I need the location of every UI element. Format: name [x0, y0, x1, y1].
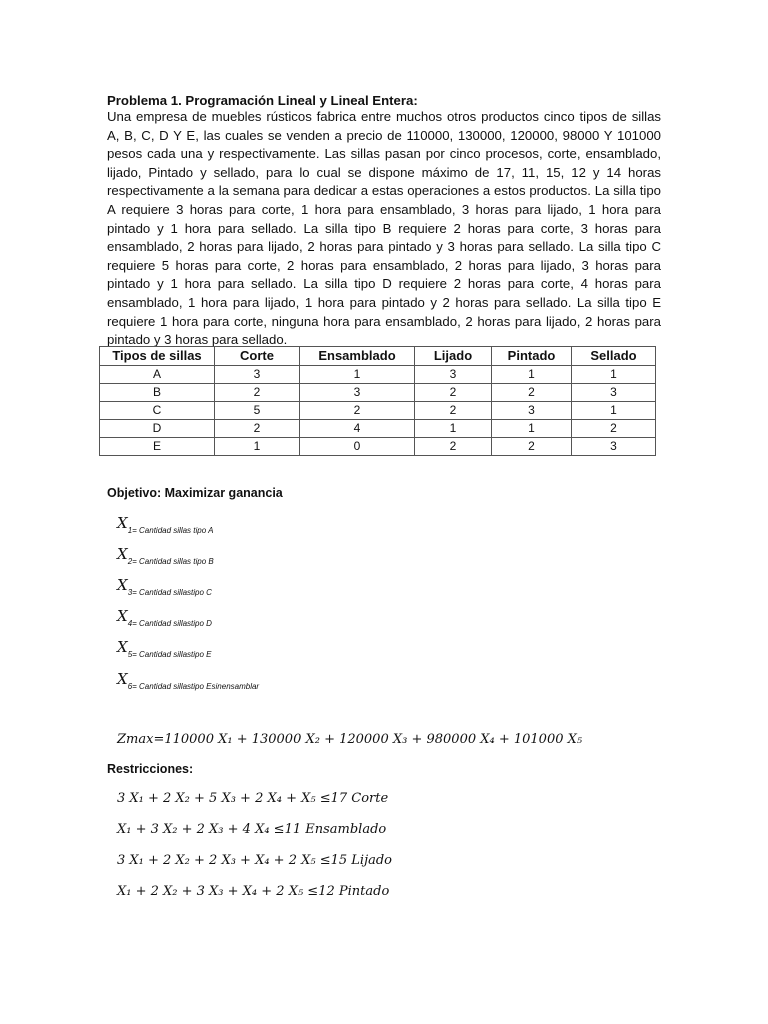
variable-subscript: 6= Cantidad sillastipo Esinensamblar	[127, 682, 260, 691]
table-row	[100, 402, 656, 420]
table-cell: 2	[415, 384, 492, 402]
table-cell: 1	[492, 366, 572, 384]
table-header-cell: Tipos de sillas	[100, 347, 215, 366]
variable-symbol: X	[117, 670, 128, 688]
table-cell: 3	[415, 366, 492, 384]
table-cell: 3	[572, 384, 656, 402]
table-header-cell: Pintado	[492, 347, 572, 366]
table-cell: 1	[572, 366, 656, 384]
table-header-cell: Corte	[215, 347, 300, 366]
table-cell: 2	[215, 420, 300, 438]
table-cell: C	[100, 402, 215, 420]
variable-symbol: X	[117, 545, 128, 563]
variable-subscript: 5= Cantidad sillastipo E	[127, 650, 212, 659]
objective-heading: Objetivo: Maximizar ganancia	[107, 486, 283, 500]
table-cell: 2	[572, 420, 656, 438]
table-cell: 5	[215, 402, 300, 420]
restriction-equation: X₁ + 2 X₂ + 3 X₃ + X₄ + 2 X₅ ≤12 Pintado	[117, 884, 390, 899]
table-cell: 2	[300, 402, 415, 420]
table-row	[100, 438, 656, 456]
table-header-cell: Sellado	[572, 347, 656, 366]
variable-definition	[117, 576, 212, 597]
variable-symbol: X	[117, 514, 128, 532]
table-row	[100, 420, 656, 438]
table-cell: 3	[215, 366, 300, 384]
table-header-cell: Lijado	[415, 347, 492, 366]
variable-symbol: X	[117, 576, 128, 594]
variable-subscript: 1= Cantidad sillas tipo A	[127, 526, 214, 535]
table-cell: 1	[572, 402, 656, 420]
table-cell: 1	[492, 420, 572, 438]
table-cell: D	[100, 420, 215, 438]
variable-subscript: 2= Cantidad sillas tipo B	[127, 557, 214, 566]
objective-function: Zmax=110000 X₁ + 130000 X₂ + 120000 X₃ + 980000 X₄ + 101000 X₅	[117, 732, 583, 747]
restrictions-heading: Restricciones:	[107, 762, 194, 776]
problem-title: Problema 1. Programación Lineal y Lineal Entera:	[107, 93, 418, 108]
table-cell: 3	[300, 384, 415, 402]
variable-subscript: 4= Cantidad sillastipo D	[127, 619, 212, 628]
table-cell: 2	[415, 438, 492, 456]
table-header-cell: Ensamblado	[300, 347, 415, 366]
table-cell: E	[100, 438, 215, 456]
restriction-equation: X₁ + 3 X₂ + 2 X₃ + 4 X₄ ≤11 Ensamblado	[117, 822, 387, 837]
restriction-equation: 3 X₁ + 2 X₂ + 5 X₃ + 2 X₄ + X₅ ≤17 Corte	[117, 791, 389, 806]
variable-subscript: 3= Cantidad sillastipo C	[127, 588, 212, 597]
table-cell: 3	[572, 438, 656, 456]
table-cell: 1	[300, 366, 415, 384]
variable-definition	[117, 607, 212, 628]
table-row	[100, 366, 656, 384]
table-cell: 2	[215, 384, 300, 402]
variable-definition	[117, 638, 212, 659]
restriction-equation: 3 X₁ + 2 X₂ + 2 X₃ + X₄ + 2 X₅ ≤15 Lijado	[117, 853, 392, 868]
hours-table	[99, 346, 656, 456]
table-cell: 4	[300, 420, 415, 438]
problem-statement: Una empresa de muebles rústicos fabrica entre muchos otros productos cinco tipos de sillas A, B, C, D Y E, las cuales se venden a precio de 110000, 130000, 120000, 98000 Y 101000 pesos cada una y respectivamente. Las sillas pasan por cinco procesos, corte, ensamblado, lijado, Pintado y sellado, para lo cual se dispone máximo de 17, 11, 15, 12 y 14 horas respectivamente a la semana para dedicar a estas operaciones a estos productos. La silla tipo A requiere 3 horas para corte, 1 hora para ensamblado, 3 horas para lijado, 1 hora para pintado y 1 hora para sellado. La silla tipo B requiere 2 horas para corte, 3 horas para ensamblado, 2 horas para lijado, 2 horas para pintado y 3 horas para sellado. La silla tipo C requiere 5 horas para corte, 2 horas para ensamblado, 2 horas para lijado, 3 horas para pintado y 1 hora para sellado. La silla tipo D requiere 2 horas para corte, 4 horas para ensamblado, 1 hora para lijado, 1 hora para pintado y 2 horas para sellado. La silla tipo E requiere 1 hora para corte, ninguna hora para ensamblado, 2 horas para lijado, 2 horas para pintado y 3 horas para sellado.	[107, 109, 661, 348]
table-header-row	[100, 347, 656, 366]
variable-definition	[117, 545, 214, 566]
table-cell: B	[100, 384, 215, 402]
table-cell: A	[100, 366, 215, 384]
table-cell: 2	[415, 402, 492, 420]
variable-definition	[117, 670, 259, 691]
table-cell: 0	[300, 438, 415, 456]
table-cell: 1	[215, 438, 300, 456]
variable-symbol: X	[117, 638, 128, 656]
table-cell: 1	[415, 420, 492, 438]
table-row	[100, 384, 656, 402]
table-cell: 2	[492, 438, 572, 456]
variable-symbol: X	[117, 607, 128, 625]
table-cell: 3	[492, 402, 572, 420]
table-cell: 2	[492, 384, 572, 402]
variable-definition	[117, 514, 213, 535]
